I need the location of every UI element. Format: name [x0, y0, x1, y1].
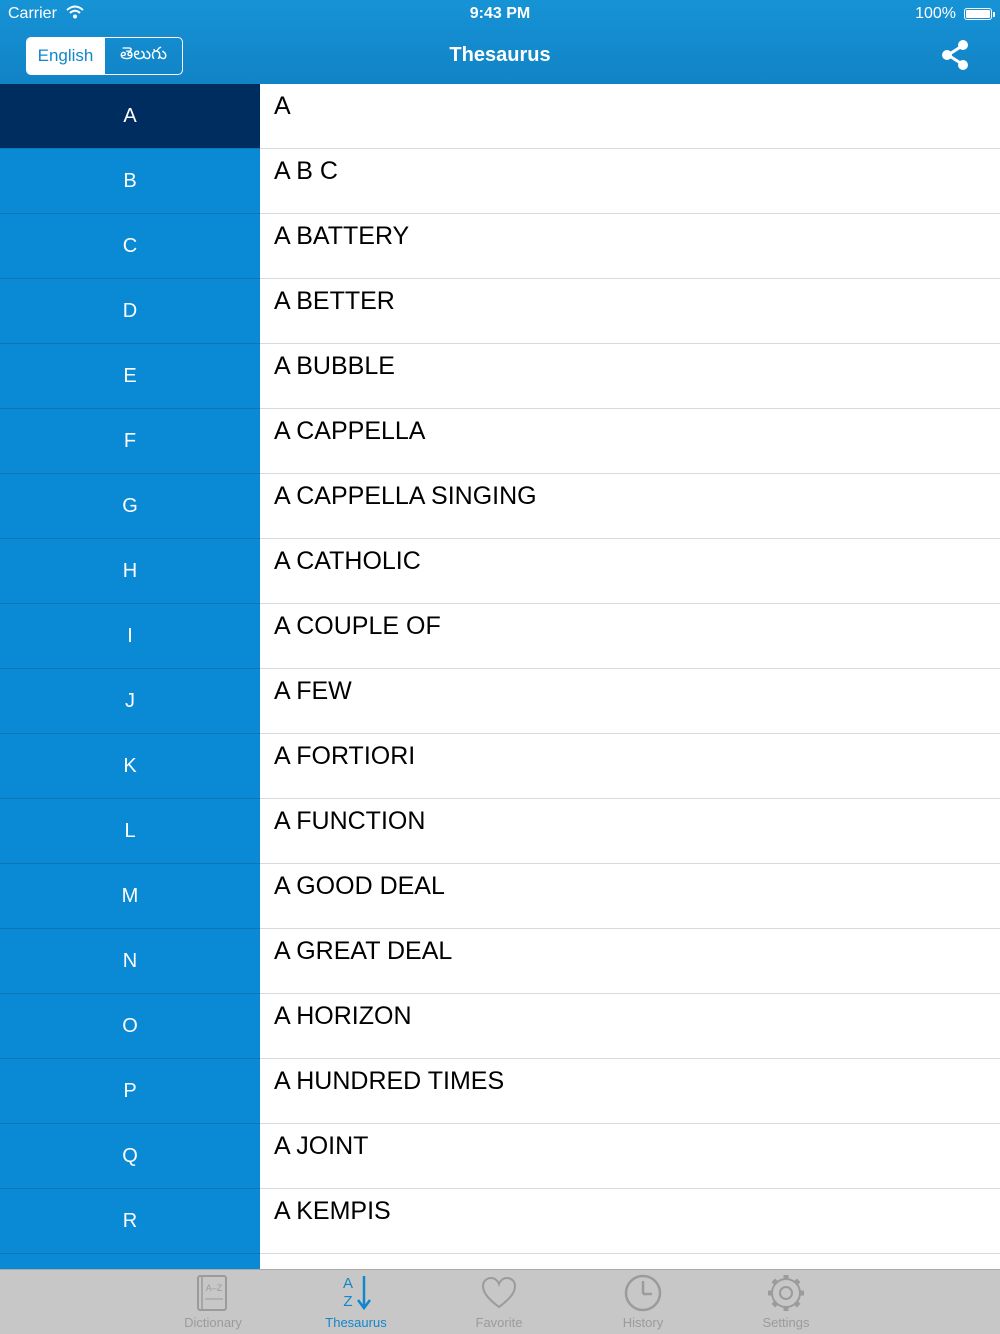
word-list-item[interactable]: A FEW	[260, 669, 1000, 734]
letter-index-item[interactable]: A	[0, 84, 260, 149]
tab-label: Dictionary	[184, 1315, 242, 1330]
tab-history[interactable]	[588, 1270, 698, 1334]
heart-icon	[479, 1273, 519, 1313]
letter-index-item[interactable]: N	[0, 929, 260, 994]
svg-text:Z: Z	[343, 1293, 353, 1310]
segment-english[interactable]: English	[27, 38, 104, 74]
letter-index-item[interactable]: I	[0, 604, 260, 669]
letter-index-item[interactable]: E	[0, 344, 260, 409]
word-list-item[interactable]: A BUBBLE	[260, 344, 1000, 409]
word-list-item[interactable]: A GOOD DEAL	[260, 864, 1000, 929]
word-list-item[interactable]: A B C	[260, 149, 1000, 214]
letter-index-item[interactable]: G	[0, 474, 260, 539]
word-list-item[interactable]: A JOINT	[260, 1124, 1000, 1189]
svg-text:A–Z: A–Z	[205, 1283, 223, 1293]
tab-thesaurus[interactable]	[301, 1270, 411, 1334]
clock-icon	[623, 1273, 663, 1313]
letter-index-item[interactable]: F	[0, 409, 260, 474]
tab-label: Favorite	[475, 1315, 523, 1330]
carrier-label: Carrier	[8, 5, 57, 22]
letter-index-item[interactable]: D	[0, 279, 260, 344]
word-list-item[interactable]: A CATHOLIC	[260, 539, 1000, 604]
page-title: Thesaurus	[449, 44, 551, 66]
word-list-item[interactable]: A FORTIORI	[260, 734, 1000, 799]
status-time: 9:43 PM	[469, 5, 531, 22]
word-list-item[interactable]: A COUPLE OF	[260, 604, 1000, 669]
word-list-item[interactable]: A CAPPELLA SINGING	[260, 474, 1000, 539]
tab-label: Thesaurus	[325, 1315, 387, 1330]
letter-index-sidebar	[0, 84, 260, 1270]
battery-icon	[964, 8, 992, 20]
tab-label: History	[622, 1315, 664, 1330]
letter-index-item[interactable]: L	[0, 799, 260, 864]
word-list-item[interactable]: A HORIZON	[260, 994, 1000, 1059]
letter-index-item[interactable]: M	[0, 864, 260, 929]
segment-telugu[interactable]: తెలుగు	[104, 38, 182, 74]
gear-icon	[766, 1273, 806, 1313]
dictionary-book-icon	[193, 1273, 233, 1313]
letter-index-item[interactable]: J	[0, 669, 260, 734]
word-list-item[interactable]: A BATTERY	[260, 214, 1000, 279]
word-list-item[interactable]: A KEMPIS	[260, 1189, 1000, 1254]
header	[0, 0, 1000, 84]
battery-percent: 100%	[915, 5, 956, 22]
letter-index-item[interactable]: Q	[0, 1124, 260, 1189]
letter-index-item[interactable]: O	[0, 994, 260, 1059]
letter-index-item[interactable]: R	[0, 1189, 260, 1254]
tab-dictionary[interactable]	[158, 1270, 268, 1334]
share-button[interactable]	[938, 38, 972, 72]
letter-index-item[interactable]: K	[0, 734, 260, 799]
status-bar	[0, 0, 1000, 28]
word-list-item[interactable]: A BETTER	[260, 279, 1000, 344]
letter-index-item[interactable]: P	[0, 1059, 260, 1124]
word-list-item[interactable]: A GREAT DEAL	[260, 929, 1000, 994]
word-list-item[interactable]: A FUNCTION	[260, 799, 1000, 864]
word-list-item[interactable]: A HUNDRED TIMES	[260, 1059, 1000, 1124]
word-list-item[interactable]: A	[260, 84, 1000, 149]
tab-label: Settings	[762, 1315, 810, 1330]
letter-index-item[interactable]: C	[0, 214, 260, 279]
svg-text:A: A	[342, 1275, 354, 1292]
az-sort-icon	[336, 1273, 376, 1313]
letter-index-item[interactable]: B	[0, 149, 260, 214]
letter-index-item[interactable]: H	[0, 539, 260, 604]
share-icon	[938, 38, 972, 72]
tab-favorite[interactable]	[444, 1270, 554, 1334]
tab-settings[interactable]	[731, 1270, 841, 1334]
word-list	[260, 84, 1000, 1270]
tab-bar	[0, 1269, 1000, 1334]
word-list-item[interactable]: A CAPPELLA	[260, 409, 1000, 474]
